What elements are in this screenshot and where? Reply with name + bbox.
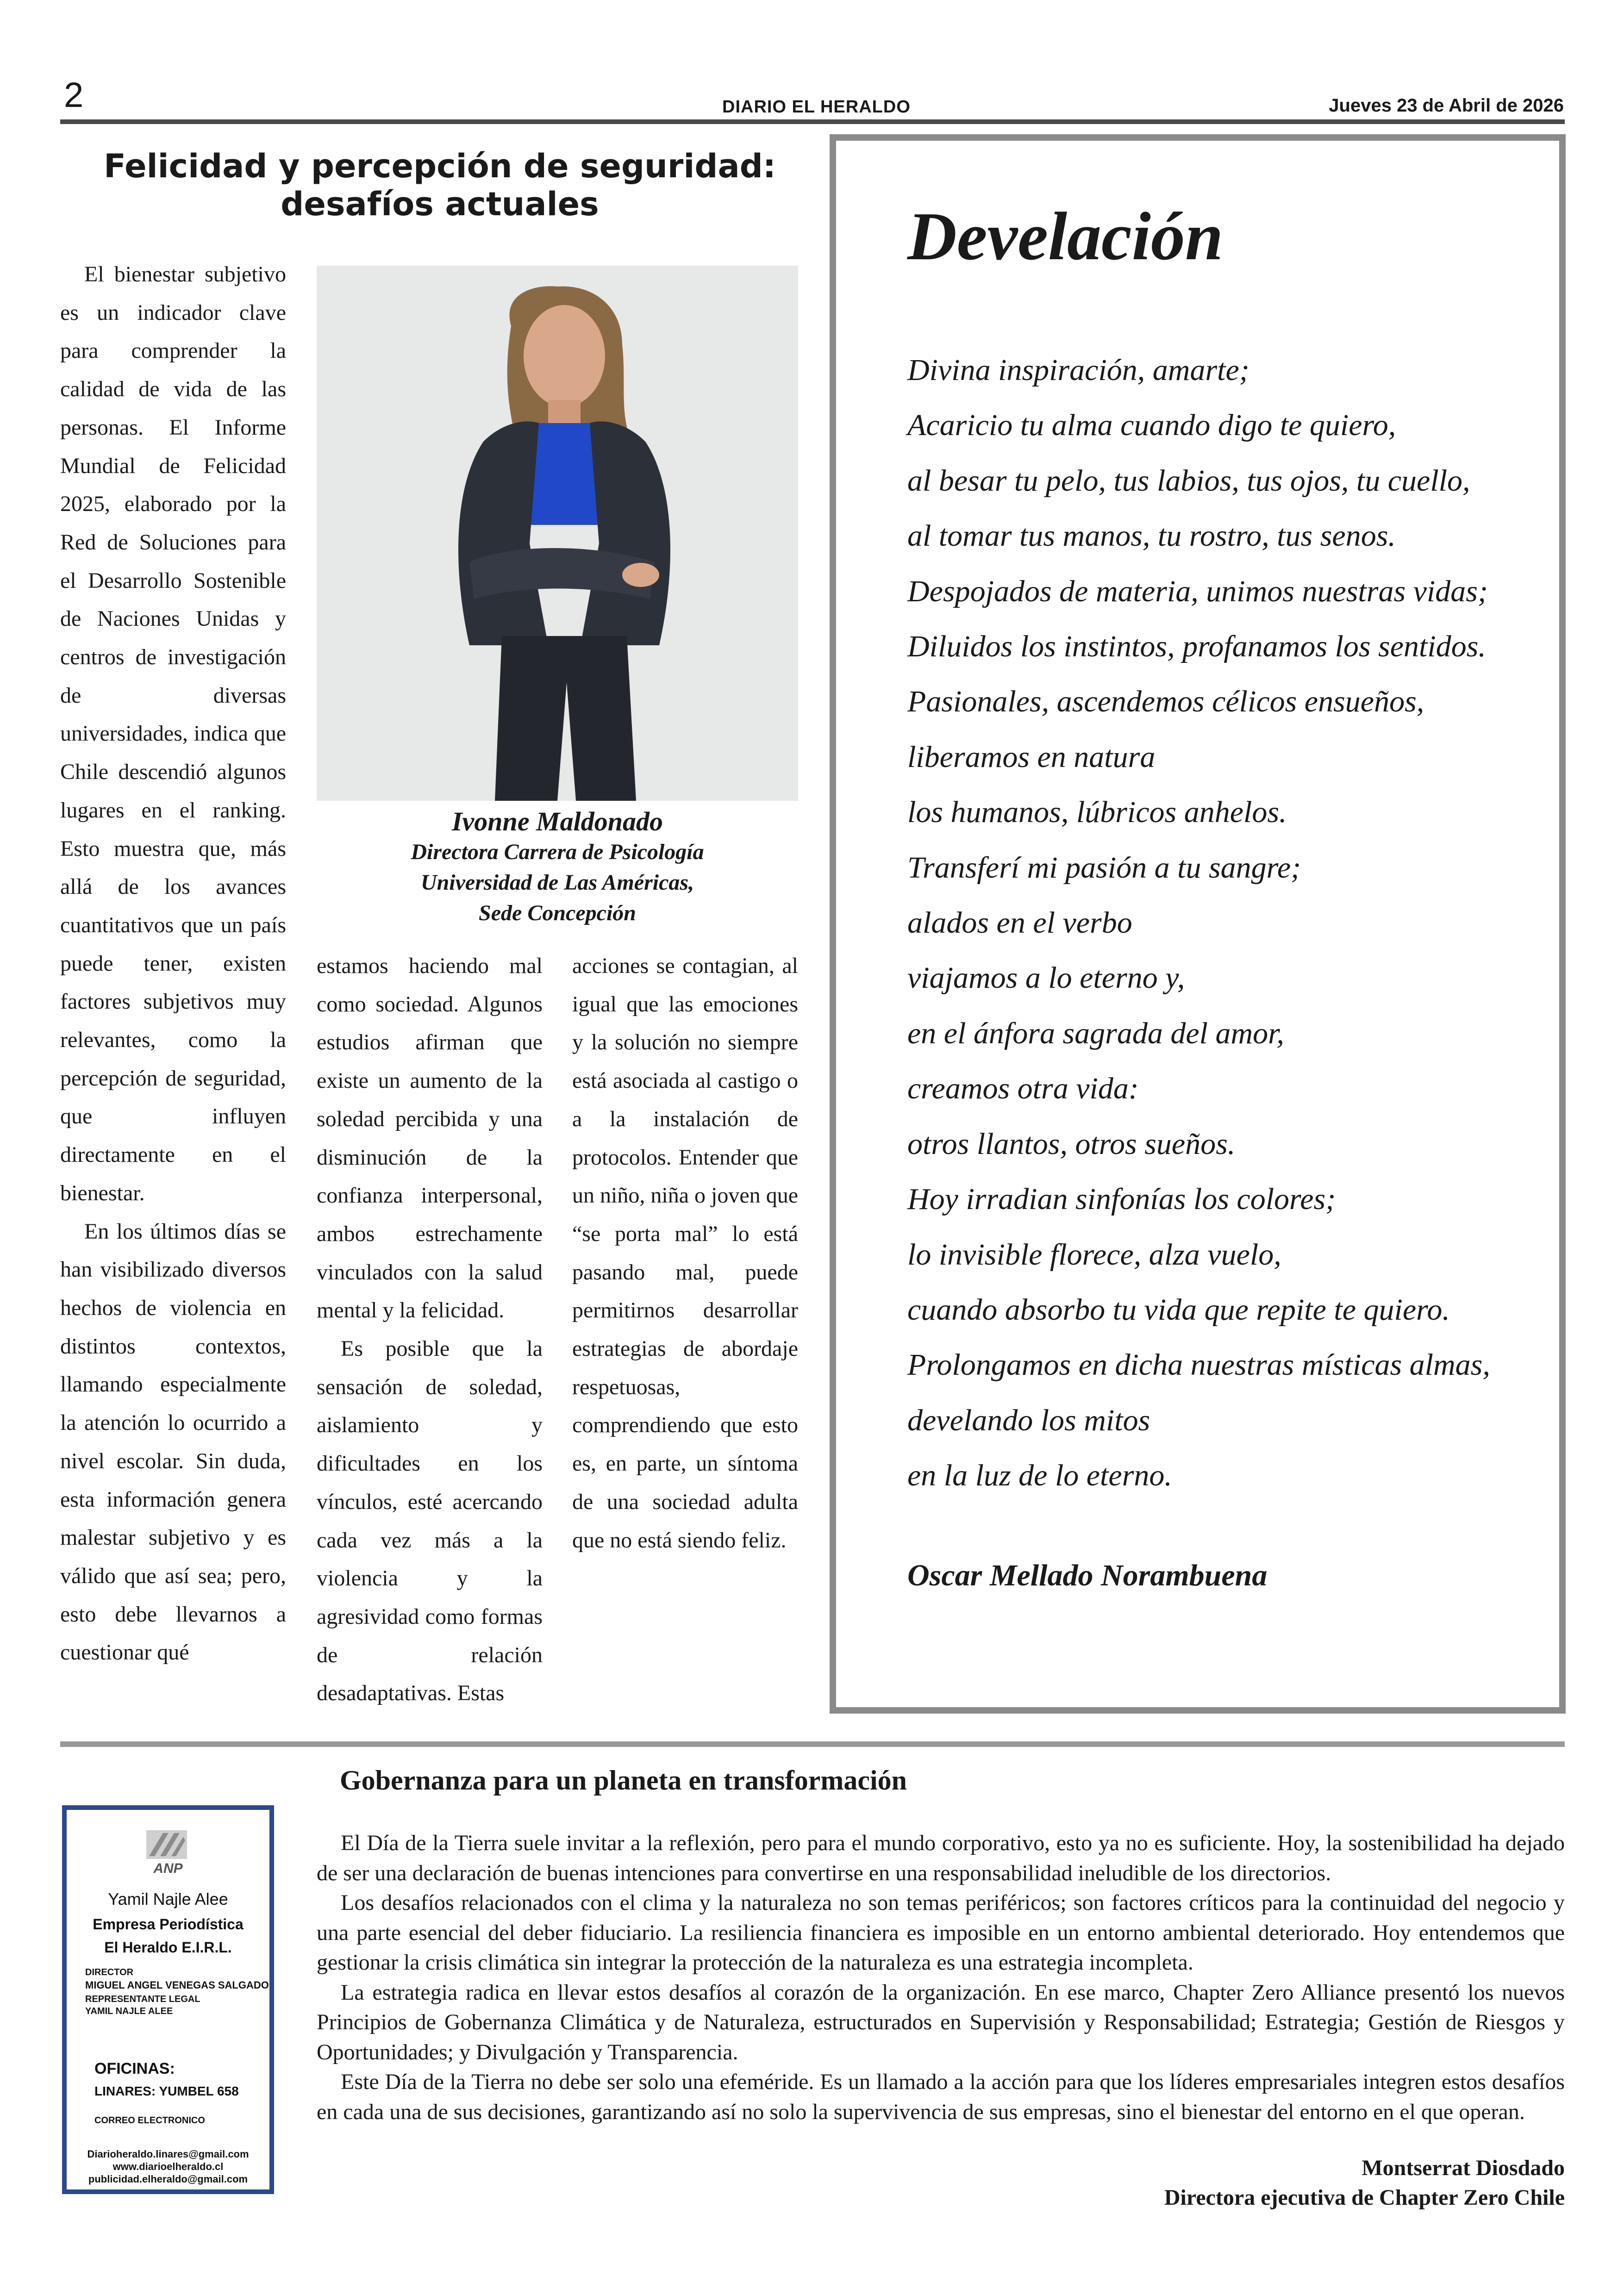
article1-title-line1: Felicidad y percepción de seguridad:: [104, 147, 776, 185]
director-name: MIGUEL ANGEL VENEGAS SALGADO: [85, 1979, 269, 1991]
article1-paragraph: estamos haciendo mal como sociedad. Algunos estudios afirman que existe un aumento de la soledad percibida y una disminución de la confianza interpersonal, ambos estrechamente vinculados con la salud mental y la felicidad.: [317, 954, 543, 1323]
masthead-box: [62, 1805, 274, 2194]
caption-role: Directora Carrera de Psicología: [411, 840, 704, 864]
masthead-owner: Yamil Najle Alee: [108, 1890, 228, 1908]
article1-paragraph: El bienestar subjetivo es un indicador clave para comprender la calidad de vida de las personas. El Informe Mundial de Felicidad 2025, elaborado por la Red de Soluciones para el Desarrollo Sostenible de Naciones Unidas y centros de investigación de diversas universidades, indica que Chile descendió algunos lugares en el ranking. Esto muestra que, más allá de los avances cuantitativos que un país puede tener, existen factores subjetivos muy relevantes, como la percepción de seguridad, que influyen directamente en el bienestar.: [60, 262, 286, 1205]
poem-author: Oscar Mellado Norambuena: [907, 1559, 1268, 1592]
legal-rep-name: YAMIL NAJLE ALEE: [85, 2006, 173, 2016]
article2-paragraph: El Día de la Tierra suele invitar a la reflexión, pero para el mundo corporativo, esto ya no es suficiente. Hoy, la sostenibilidad ha dejado de ser una declaración de buenas intenciones para convertirse en una responsabilidad ineludible de los directorios.: [317, 1831, 1565, 1885]
poem-line: alados en el verbo: [907, 906, 1132, 940]
poem-line: liberamos en natura: [907, 740, 1156, 774]
offices-label: OFICINAS:: [94, 2060, 175, 2077]
legal-rep-label: REPRESENTANTE LEGAL: [85, 1994, 200, 2004]
article2-body: [317, 1828, 1565, 2127]
poem-line: Despojados de materia, unimos nuestras vidas;: [907, 574, 1488, 608]
poem-line: en el ánfora sagrada del amor,: [907, 1016, 1284, 1050]
anp-logo-text: ANP: [153, 1861, 183, 1876]
email-primary: Diarioheraldo.linares@gmail.com: [87, 2148, 249, 2160]
article1-paragraph: En los últimos días se han visibilizado diversos hechos de violencia en distintos contextos, llamando especialmente la atención lo ocurrido a nivel escolar. Sin duda, esta información genera malestar subjetivo y es válido que así sea; pero, esto debe llevarnos a cuestionar qué: [60, 1219, 286, 1665]
poem-body: [907, 343, 1490, 1503]
page-number: 2: [64, 75, 84, 115]
article1-column-2: [317, 947, 543, 1713]
article1-paragraph: acciones se contagian, al igual que las emociones y la solución no siempre está asociada al castigo o a la instalación de protocolos. Entender que un niño, niña o joven que “se porta mal” lo está pasando mal, puede permitirnos desarrollar estrategias de abordaje respetuosas, comprendiendo que esto es, en parte, un síntoma de una sociedad adulta que no está siendo feliz.: [572, 954, 798, 1553]
article1-column-3: [572, 947, 798, 1559]
poem-line: en la luz de lo eterno.: [907, 1459, 1172, 1493]
website-link: www.diarioelheraldo.cl: [112, 2161, 224, 2172]
article2-paragraph: Los desafíos relacionados con el clima y la naturaleza no son temas periféricos; son factores críticos para la continuidad del negocio y una parte esencial del deber fiduciario. La resiliencia financiera es imposible en un entorno ambiental deteriorado. Hoy entendemos que gestionar la crisis climática sin integrar la protección de la naturaleza es una estrategia incompleta.: [317, 1890, 1565, 1975]
company-line2: El Heraldo E.I.R.L.: [104, 1939, 232, 1956]
poem-line: lo invisible florece, alza vuelo,: [907, 1237, 1281, 1272]
poem-line: Hoy irradian sinfonías los colores;: [907, 1182, 1336, 1216]
article2-signature: [1164, 2153, 1565, 2213]
director-label: DIRECTOR: [85, 1967, 134, 1977]
portrait-caption: [317, 806, 798, 929]
poem-line: los humanos, lúbricos anhelos.: [907, 795, 1287, 829]
issue-date: Jueves 23 de Abril de 2026: [1329, 95, 1564, 116]
article2-paragraph: Este Día de la Tierra no debe ser solo una efeméride. Es un llamado a la acción para que los líderes empresariales integren estos desafíos en cada una de sus decisiones, garantizando así no solo la supervivencia de sus empresas, sino el bienestar del entorno en el que operan.: [317, 2070, 1565, 2124]
caption-campus: Sede Concepción: [479, 901, 636, 925]
caption-institution: Universidad de Las Américas,: [420, 870, 694, 895]
portrait-illustration: [317, 266, 798, 801]
poem-line: Prolongamos en dicha nuestras místicas almas,: [907, 1348, 1490, 1382]
masthead-company: [67, 1913, 269, 1959]
newspaper-name: DIARIO EL HERALDO: [722, 97, 911, 117]
offices-address: LINARES: YUMBEL 658: [94, 2084, 239, 2098]
anp-logo-icon: [144, 1828, 189, 1861]
poem-line: viajamos a lo eterno y,: [907, 961, 1185, 995]
poem-line: otros llantos, otros sueños.: [907, 1127, 1236, 1161]
poem-line: creamos otra vida:: [907, 1072, 1139, 1106]
section-divider: [60, 1741, 1565, 1747]
company-line1: Empresa Periodística: [93, 1916, 244, 1933]
article2-author: Montserrat Diosdado: [1362, 2156, 1565, 2180]
article1-paragraph: Es posible que la sensación de soledad, aislamiento y dificultades en los vínculos, esté acercando cada vez más a la violencia y la agresividad como formas de relación desadaptativas. Estas: [317, 1336, 543, 1706]
poem-title: Develación: [907, 199, 1224, 274]
poem-line: al tomar tus manos, tu rostro, tus senos.: [907, 519, 1396, 553]
email-label: CORREO ELECTRONICO: [94, 2115, 205, 2126]
article1-title: [60, 147, 819, 223]
article1-title-line2: desafíos actuales: [281, 185, 599, 223]
article2-author-role: Directora ejecutiva de Chapter Zero Chile: [1164, 2185, 1565, 2210]
header-divider: [60, 119, 1565, 124]
caption-name: Ivonne Maldonado: [451, 806, 663, 836]
poem-line: Pasionales, ascendemos célicos ensueños,: [907, 685, 1424, 719]
article1-column-1: [60, 256, 286, 1672]
poem-line: al besar tu pelo, tus labios, tus ojos, tu cuello,: [907, 463, 1470, 498]
poem-line: Diluidos los instintos, profanamos los sentidos.: [907, 630, 1486, 664]
masthead-contacts: [67, 2148, 269, 2185]
poem-line: Transferí mi pasión a tu sangre;: [907, 850, 1301, 885]
email-advertising: publicidad.elheraldo@gmail.com: [88, 2173, 248, 2185]
author-portrait: [317, 266, 798, 801]
article2-title: Gobernanza para un planeta en transformación: [340, 1765, 907, 1796]
poem-line: cuando absorbo tu vida que repite te quiero.: [907, 1292, 1450, 1327]
article2-paragraph: La estrategia radica en llevar estos desafíos al corazón de la organización. En ese marco, Chapter Zero Alliance presentó los nuevos Principios de Gobernanza Climática y de Naturaleza, estructurados en Supervisión y Responsabilidad; Estrategia; Gestión de Riesgos y Oportunidades; y Divulgación y Transparencia.: [317, 1980, 1565, 2064]
poem-line: develando los mitos: [907, 1403, 1150, 1437]
poem-line: Acaricio tu alma cuando digo te quiero,: [907, 408, 1396, 443]
poem-line: Divina inspiración, amarte;: [907, 353, 1249, 387]
